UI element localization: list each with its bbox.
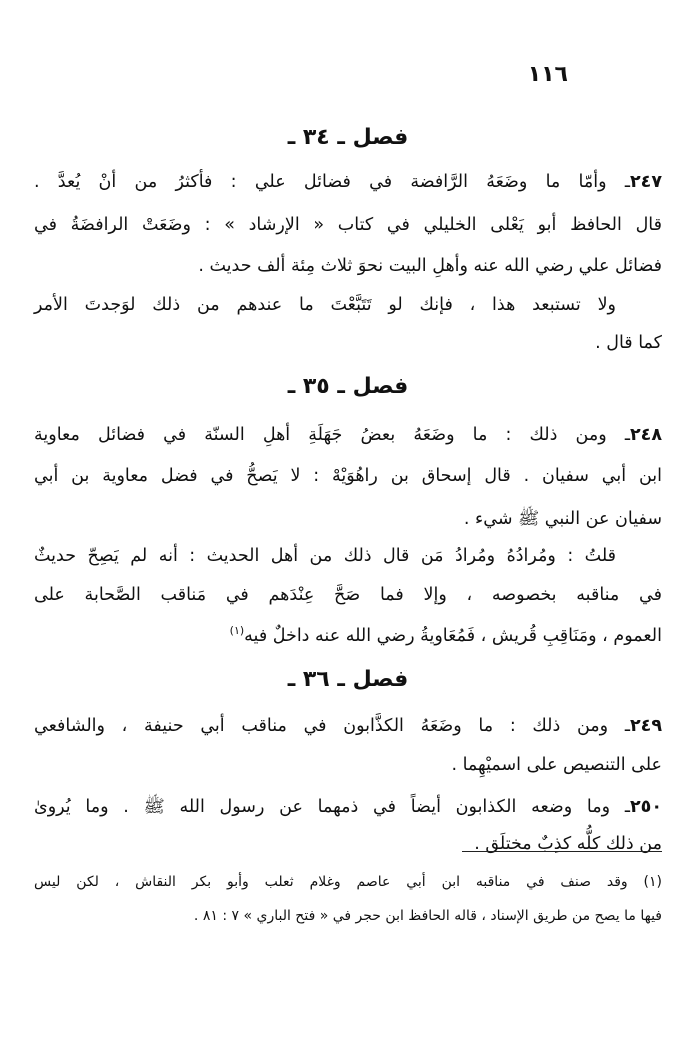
paragraph-note-line-1: ولا تستبعد هذا ، فإنك لو تَتَبَّعْتَ ما عندهم من ذلك لوَجدتَ الأمر [34,295,616,315]
footnote-line-1: (١) وقد صنف في مناقبه ابن أبي عاصم وغلام ثعلب وأبو بكر النقاش ، لكن ليس [34,874,662,890]
paragraph-number: ٢٤٧ [629,172,662,192]
text-run: العموم ، ومَنَاقِبِ قُريش ، فَمُعَاويةُ رضي الله عنه داخلٌ فيه [244,625,662,646]
footnote-marker: (١) [229,624,245,637]
paragraph-247-line-1 [34,172,662,192]
text-run: ـ ومن ذلك : ما وضَعَهُ بعضُ جَهَلَةِ أهلِ السنّة في فضائل معاوية [34,425,630,445]
paragraph-250-line-2: من ذلك كلُّه كذِبٌ مختلَق . [474,834,662,854]
paragraph-number: ٢٥٠ [629,797,662,817]
paragraph-number: ٢٤٩ [629,716,662,736]
footnote-separator [462,851,662,852]
text-run: ـ وما وضعه الكذابون أيضاً في ذمهما عن رسول الله ﷺ . وما يُروىٰ [34,797,630,817]
paragraph-qultu-line-2: في مناقبه بخصوصه ، وإلا فما صَحَّ عِنْدَهم في مَناقب الصَّحابة على [34,585,662,605]
paragraph-note-line-2: كما قال . [595,333,662,353]
paragraph-qultu-line-3 [34,624,662,646]
paragraph-248-line-2: ابن أبي سفيان . قال إسحاق بن راهُوَيْهْ : لا يَصحُّ في فضل معاوية بن أبي [34,466,662,486]
paragraph-number: ٢٤٨ [629,425,662,445]
section-heading-34: فصل ـ ٣٤ ـ [287,125,409,150]
paragraph-250-line-1 [34,795,662,821]
text-run: ـ ومن ذلك : ما وضَعَهُ الكذَّابون في مناقب أبي حنيفة ، والشافعي [34,716,630,736]
paragraph-qultu-line-1: قلتُ : ومُرادُهُ ومُرادُ مَن قال ذلك من أهل الحديث : أنه لم يَصِحّ حديثٌ [34,546,616,566]
paragraph-248-line-1 [34,425,662,445]
paragraph-249-line-2: على التنصيص على اسميْهِما . [451,755,662,775]
paragraph-247-line-3: فضائل علي رضي الله عنه وأهلِ البيت نحوَ ثلاث مِئة ألف حديث . [198,256,662,276]
text-run: ـ وأمّا ما وضَعَهُ الرَّافضة في فضائل علي : فأكثرُ من أنْ يُعدَّ . [34,172,630,192]
footnote-line-2: فيها ما يصح من طريق الإسناد ، قاله الحافظ ابن حجر في « فتح الباري » ٧ : ٨١ . [193,908,662,924]
paragraph-248-line-3: سفيان عن النبي ﷺ شيء . [463,509,662,529]
paragraph-247-line-2: قال الحافظ أبو يَعْلى الخليلي في كتاب « الإرشاد » : وضَعَتْ الرافضَةُ في [34,215,662,235]
section-heading-36: فصل ـ ٣٦ ـ [287,667,409,692]
paragraph-249-line-1 [34,716,662,736]
page-number: ١١٦ [527,62,568,87]
section-heading-35: فصل ـ ٣٥ ـ [287,374,409,399]
